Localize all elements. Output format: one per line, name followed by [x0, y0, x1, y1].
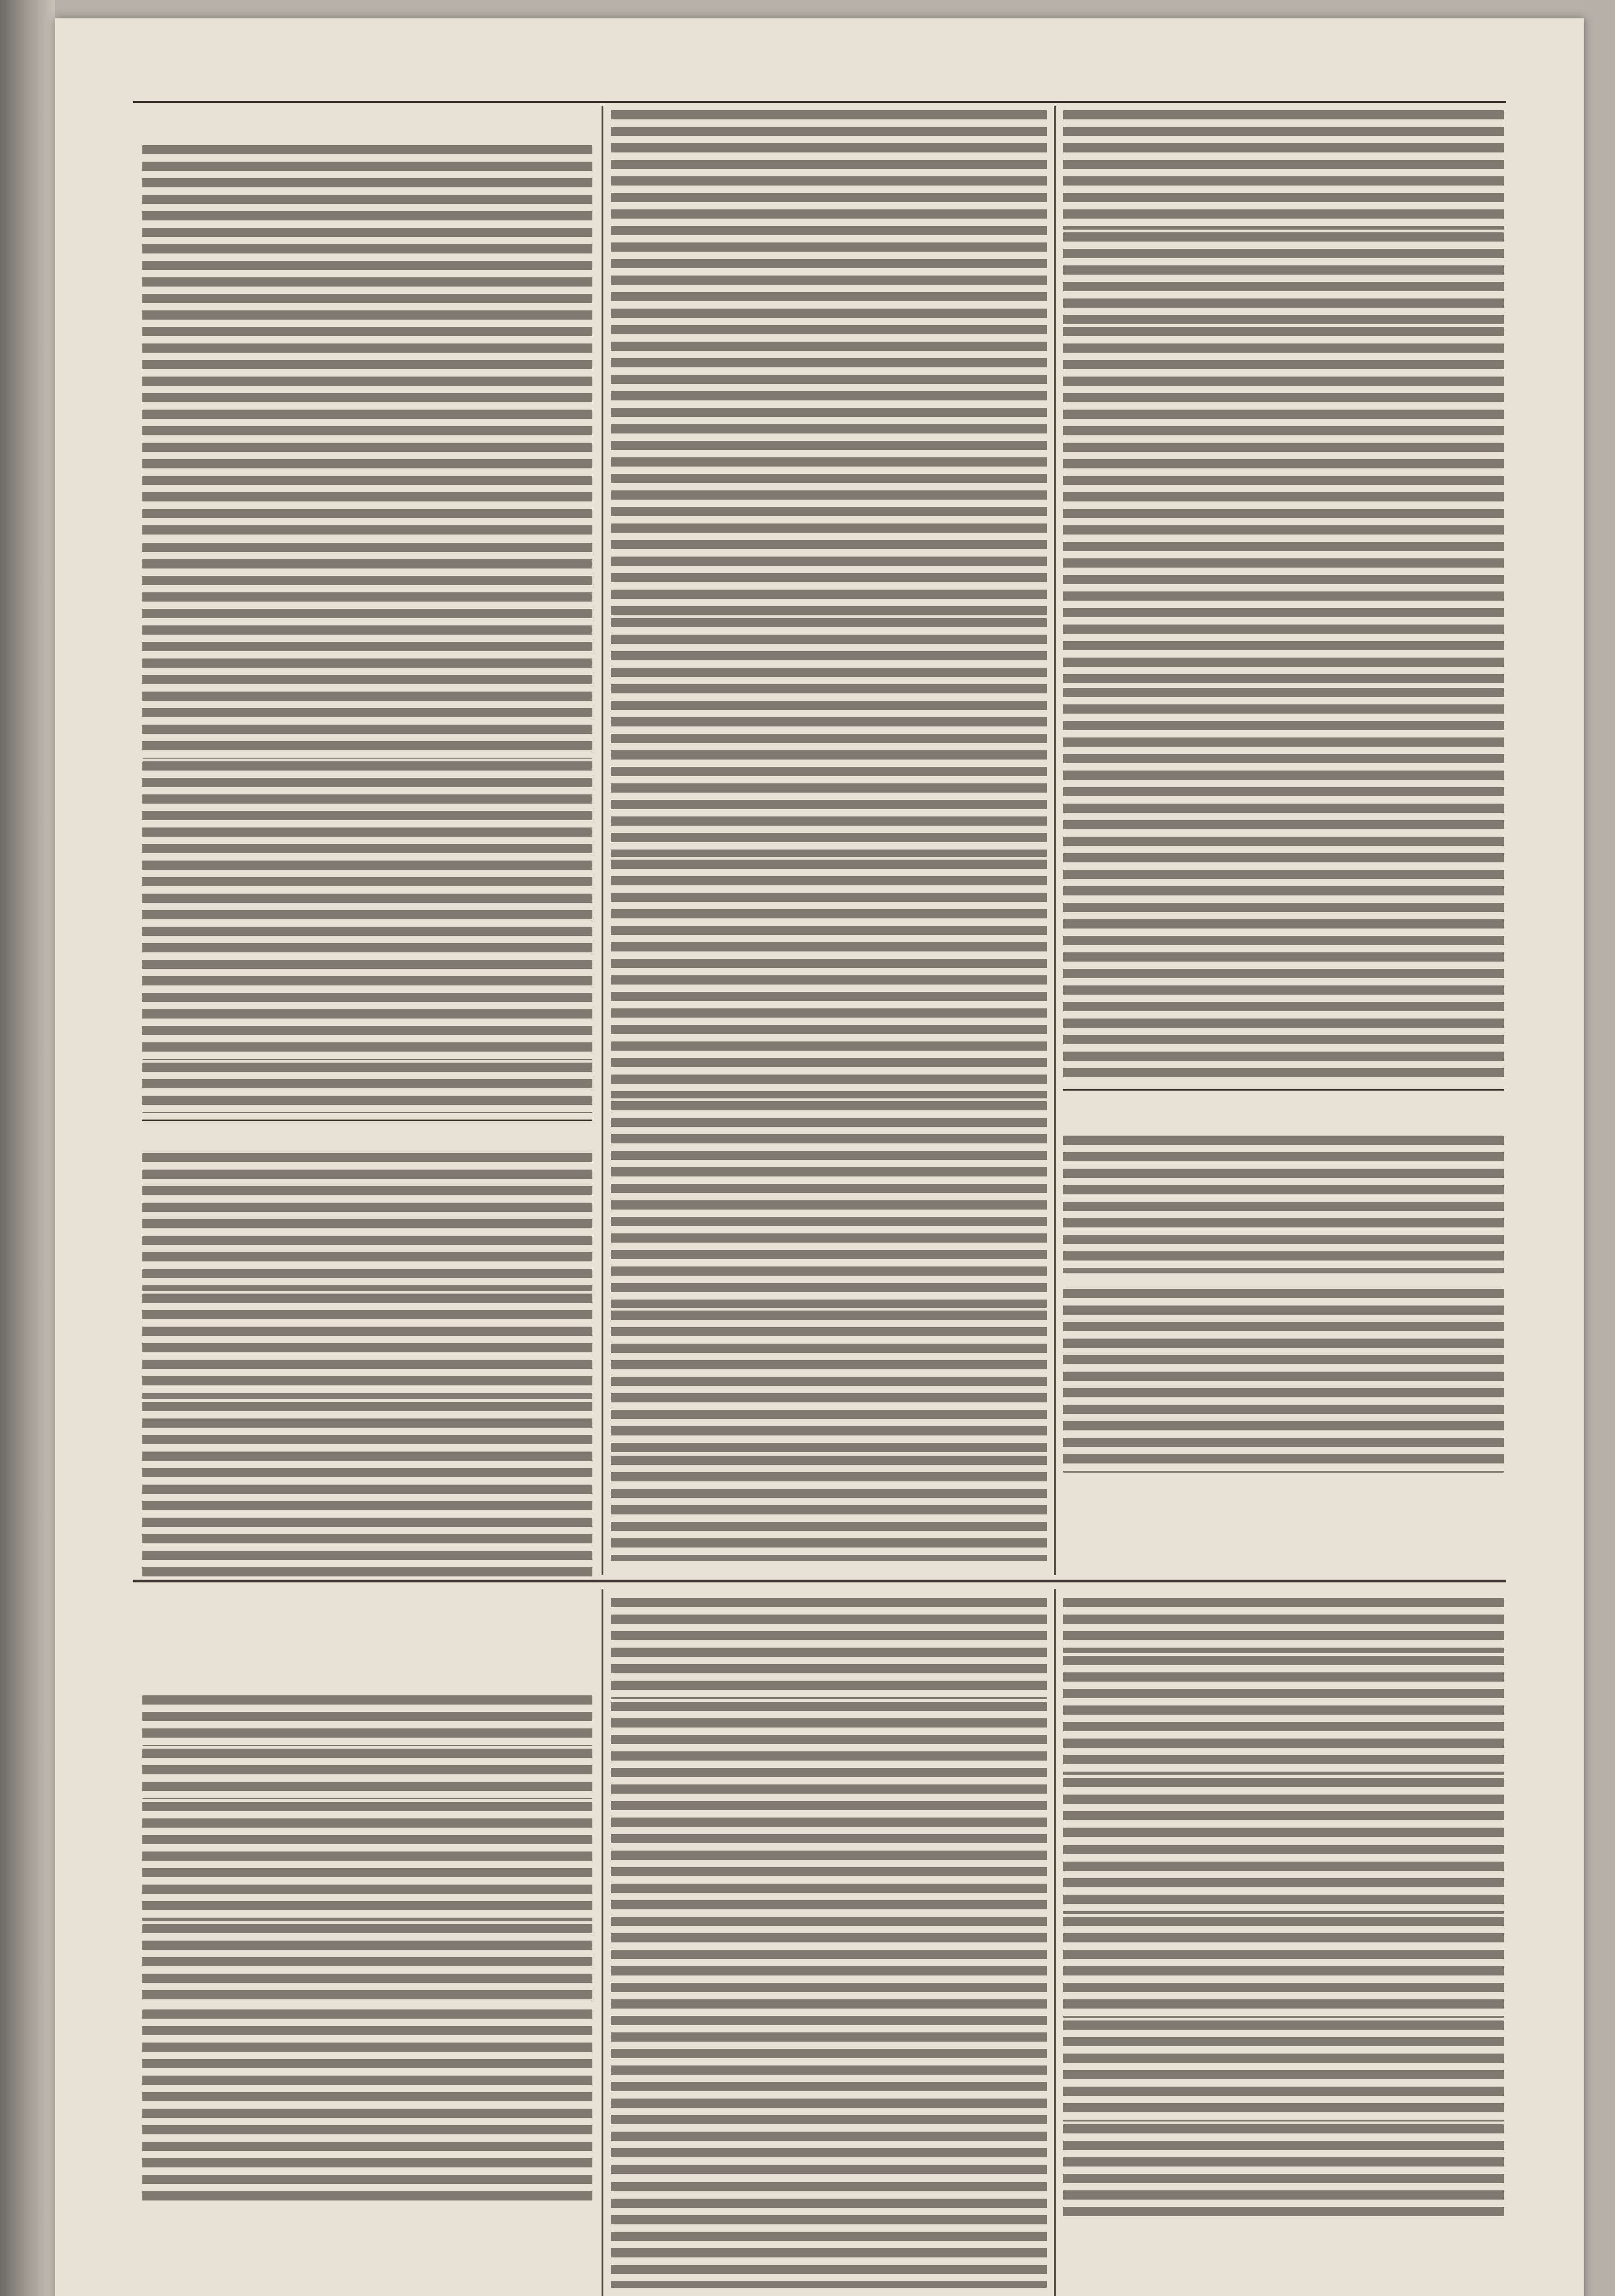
- feuilleton-column-3: [1063, 1598, 1504, 2296]
- column-3: [1063, 110, 1504, 1570]
- article-paragraph: [611, 1311, 1047, 1453]
- story-paragraph: [1063, 1778, 1504, 1842]
- column-divider: [1054, 106, 1056, 1575]
- article-paragraph: [1063, 327, 1504, 685]
- story-title: [142, 1643, 592, 1673]
- article-paragraph: [142, 1402, 592, 1576]
- article-paragraph: [142, 543, 592, 759]
- story-paragraph: [1063, 1917, 1504, 2018]
- column-divider: [602, 1589, 603, 2296]
- article-paragraph: [142, 1153, 592, 1291]
- article-paragraph: [1063, 232, 1504, 324]
- story-subtitle: [142, 1673, 592, 1686]
- subhead: [1063, 1123, 1504, 1136]
- section-title-deutschland: [142, 1127, 592, 1147]
- article-paragraph: [611, 1101, 1047, 1308]
- feuilleton-title: [142, 1593, 592, 1630]
- reprint-notice: [142, 1630, 592, 1643]
- article-paragraph: [611, 860, 1047, 1098]
- article-paragraph: [611, 110, 1047, 615]
- story-paragraph: [1063, 1598, 1504, 1653]
- feuilleton-column-1: [142, 1593, 592, 2296]
- feuilleton-column-2: [611, 1598, 1047, 2296]
- article-paragraph: [142, 1294, 592, 1399]
- story-paragraph: [1063, 1656, 1504, 1775]
- story-paragraph: [142, 1749, 592, 1799]
- story-paragraph: [142, 2009, 592, 2202]
- section-rule: [1063, 1089, 1504, 1091]
- section-title: [142, 119, 592, 139]
- story-paragraph: [1063, 2020, 1504, 2122]
- scan-binding-edge: [0, 0, 55, 2296]
- story-paragraph: [142, 1802, 592, 1921]
- article-paragraph: [1063, 110, 1504, 230]
- story-paragraph: [1063, 2124, 1504, 2216]
- article-paragraph: [142, 1063, 592, 1113]
- column-divider: [1054, 1589, 1056, 2296]
- article-paragraph: [1063, 1136, 1504, 1273]
- story-paragraph: [1063, 1845, 1504, 1914]
- story-paragraph: [142, 1924, 592, 2007]
- section-rule: [142, 1120, 592, 1121]
- story-paragraph: [142, 1695, 592, 1746]
- story-paragraph: [611, 2182, 1047, 2288]
- story-paragraph: [611, 1702, 1047, 2179]
- article-paragraph: [142, 145, 592, 540]
- story-paragraph: [611, 1598, 1047, 1699]
- column-2: [611, 110, 1047, 1570]
- section-title-ausland: [1063, 1097, 1504, 1116]
- article-paragraph: [1063, 688, 1504, 1083]
- feuilleton-rule: [133, 1580, 1506, 1582]
- column-divider: [602, 106, 603, 1575]
- top-rule: [133, 101, 1506, 103]
- column-1: [142, 119, 592, 1580]
- subhead: [1063, 1276, 1504, 1289]
- article-paragraph: [611, 1456, 1047, 1561]
- article-paragraph: [142, 761, 592, 1060]
- article-paragraph: [611, 618, 1047, 857]
- newspaper-page: [55, 18, 1584, 2296]
- article-paragraph: [1063, 1289, 1504, 1473]
